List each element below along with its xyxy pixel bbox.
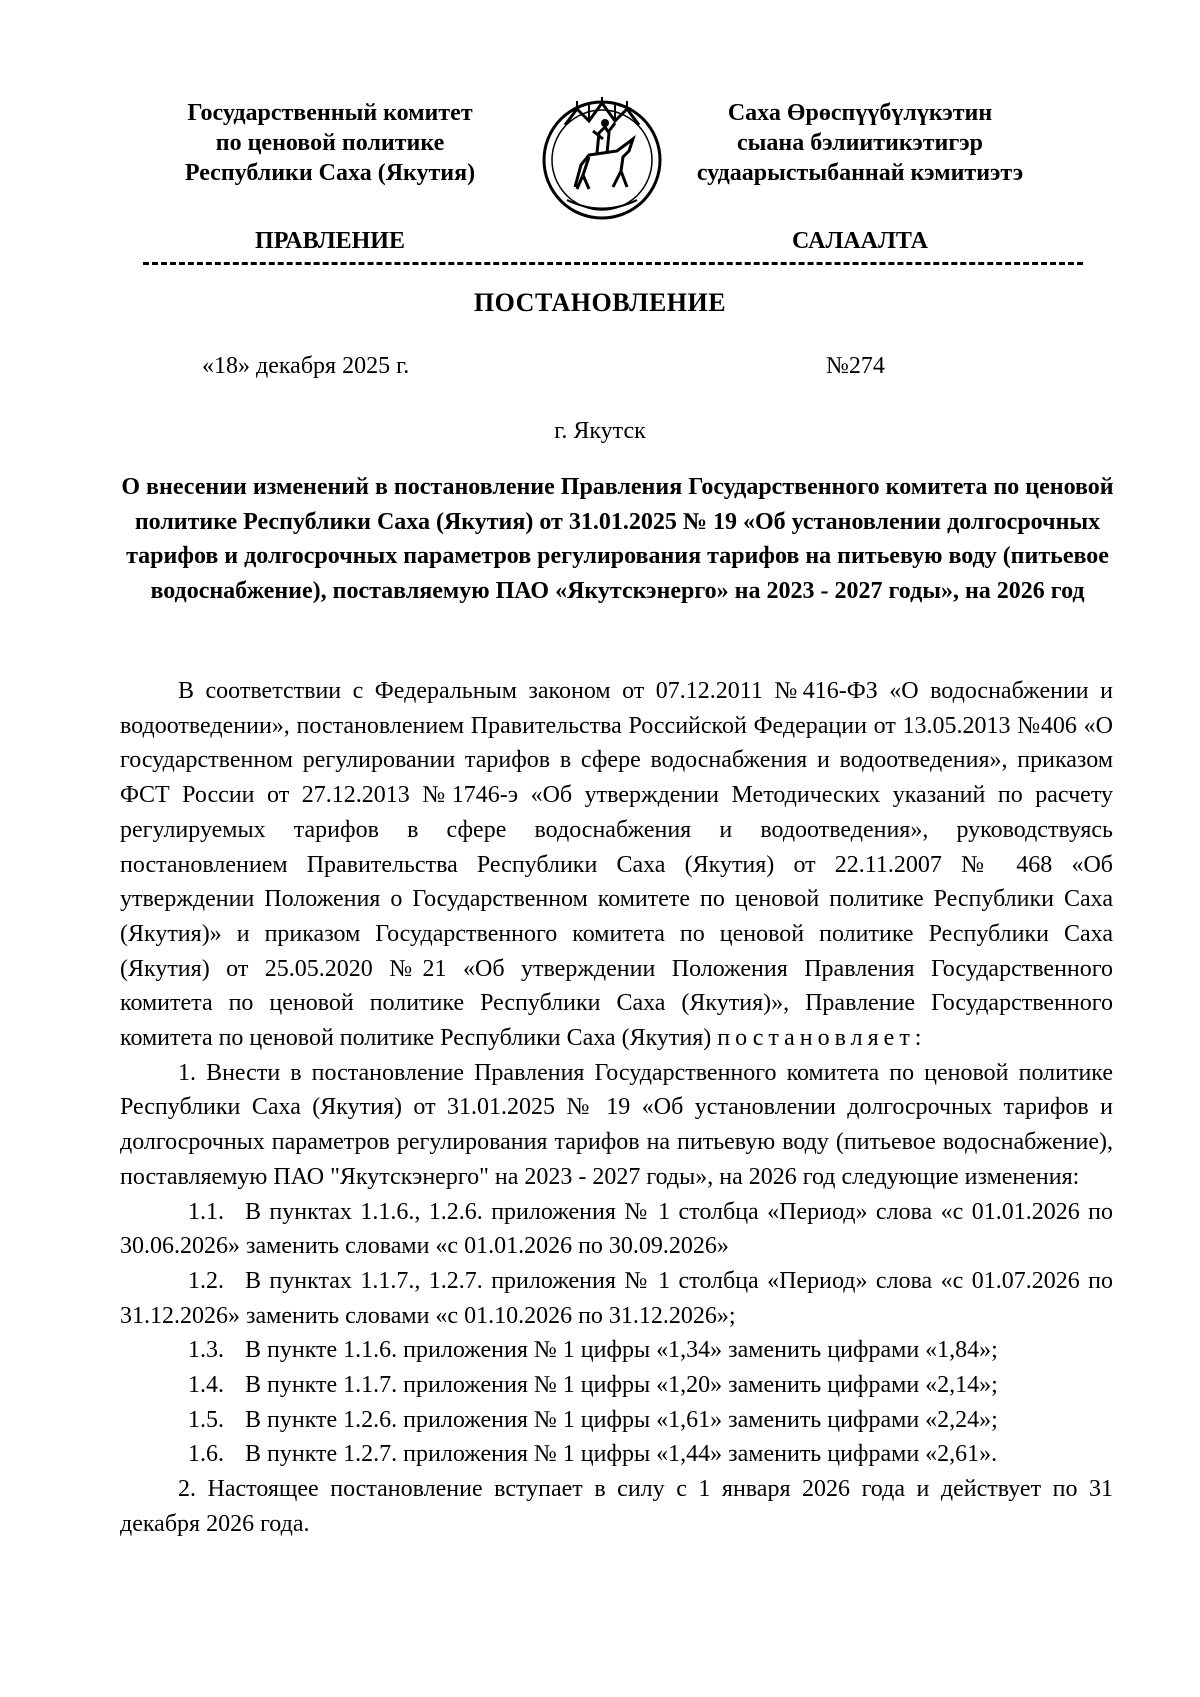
subitem [120,1368,1113,1403]
subitem-number: 1.5. [188,1406,224,1433]
point-2: 2. Настоящее постановление вступает в силу с 1 января 2026 года и действует по 31 декабря 2026 года. [120,1476,1113,1537]
subitem-text: В пункте 1.1.6. приложения № 1 цифры «1,34» заменить цифрами «1,84»; [245,1337,998,1364]
subitem [120,1264,1113,1333]
document-date: «18» декабря 2025 г. [202,353,410,379]
preamble-text: В соответствии с Федеральным законом от 07.12.2011 №416-ФЗ «О водоснабжении и водоотведении», постановлением Правительства Российской Федерации от 13.05.2013 №406 «О государственном регулировании тарифов в сфере водоснабжения и водоотведения», приказом ФСТ России от 27.12.2013 №1746-э «Об утверждении Методических указаний по расчету регулируемых тарифов в сфере водоснабжения и водоотведения», руководствуясь постановлением Правительства Республики Саха (Якутия) от 22.11.2007 № 468 «Об утверждении Положения о Государственном комитете по ценовой политике Республики Саха (Якутия)» и приказом Государственного комитета по ценовой политике Республики Саха (Якутия) от 25.05.2020 №21 «Об утверждении Положения Правления Государственного комитета по ценовой политике Республики Саха (Якутия)», Правление Государственного комитета по ценовой политике Республики Саха (Якутия) [120,678,1113,1052]
document-title: ПОСТАНОВЛЕНИЕ [473,288,727,317]
coat-of-arms-icon [537,95,667,225]
document-number: №274 [826,353,885,379]
board-sakha: САЛААЛТА [791,228,929,254]
header-ru-org [140,98,520,188]
preamble-paragraph [120,674,1113,1056]
subitem-text: В пунктах 1.1.7., 1.2.7. приложения № 1 столбца «Период» слова «с 01.07.2026 по 31.12.2026» заменить словами «с 01.10.2026 по 31.12.2026»; [120,1267,1113,1329]
subitem-number: 1.2. [188,1267,224,1294]
board-ru: ПРАВЛЕНИЕ [255,228,405,254]
subitem [120,1403,1113,1438]
point-1: 1. Внести в постановление Правления Государственного комитета по ценовой политике Республики Саха (Якутия) от 31.01.2025 № 19 «Об установлении долгосрочных тарифов и долгосрочных параметров регулирования тарифов на питьевую воду (питьевое водоснабжение), поставляемую ПАО "Якутскэнерго" на 2023 - 2027 годы», на 2026 год следующие изменения: [120,1059,1113,1190]
subitem [120,1195,1113,1264]
subitem-number: 1.6. [188,1441,224,1468]
header-ru-line: Республики Саха (Якутия) [184,160,476,186]
resolves-word: постановляет: [717,1025,927,1052]
document-subject: О внесении изменений в постановление Правления Государственного комитета по ценовой политике Республики Саха (Якутия) от 31.01.2025 № 19 «Об установлении долгосрочных тарифов и долгосрочных параметров регулирования тарифов на питьевую воду (питьевое водоснабжение), поставляемую ПАО «Якутскэнерго» на 2023 - 2027 годы», на 2026 год [121,474,1114,604]
subitem-number: 1.3. [188,1337,224,1364]
subitem-text: В пунктах 1.1.6., 1.2.6. приложения № 1 столбца «Период» слова «с 01.01.2026 по 30.06.2026» заменить словами «с 01.01.2026 по 30.09.2026» [120,1198,1113,1260]
header-divider [143,262,1083,265]
header-sakha-org [660,98,1060,188]
document-city: г. Якутск [554,418,646,444]
subitem [120,1437,1113,1472]
subitem [120,1333,1113,1368]
document-body [120,674,1113,1542]
subitem-number: 1.1. [188,1198,224,1225]
subitem-number: 1.4. [188,1372,224,1399]
subitem-text: В пункте 1.2.6. приложения № 1 цифры «1,61» заменить цифрами «2,24»; [245,1406,998,1433]
header-ru-line: Государственный комитет [187,100,473,126]
header-sakha-line: сыана бэлиитикэтигэр [736,130,983,156]
header-ru-line: по ценовой политике [215,130,445,156]
header-sakha-line: Саха Өрөспүүбүлүкэтин [727,100,993,126]
subitem-text: В пункте 1.1.7. приложения № 1 цифры «1,20» заменить цифрами «2,14»; [245,1372,998,1399]
subitem-text: В пункте 1.2.7. приложения № 1 цифры «1,44» заменить цифрами «2,61». [245,1441,998,1468]
header-sakha-line: судаарыстыбаннай кэмитиэтэ [696,160,1024,186]
